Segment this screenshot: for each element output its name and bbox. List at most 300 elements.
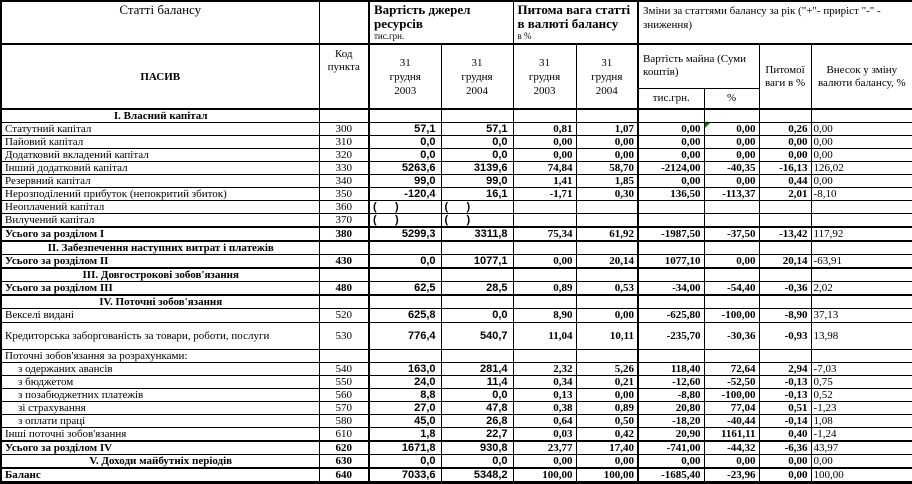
changes-group-header: Зміни за статтями балансу за рік ("+"- приріст "-" - зниження): [638, 1, 912, 44]
change-sum-cell: -1685,40: [638, 468, 704, 483]
change-contribution-cell: [811, 241, 912, 255]
change-weight-cell: -0,14: [759, 414, 811, 427]
value-2003-cell: 5263,6: [369, 162, 441, 175]
change-percent-cell: -52,50: [704, 375, 759, 388]
value-2003-cell: [369, 295, 441, 309]
article-cell: з бюджетом: [1, 375, 319, 388]
article-cell: Додатковий вкладений капітал: [1, 149, 319, 162]
article-cell: Вилучений капітал: [1, 214, 319, 228]
code-cell: 430: [319, 255, 369, 269]
weight-2003-cell: 11,04: [513, 322, 576, 349]
article-cell: III. Довгострокові зобов'язання: [1, 268, 319, 282]
change-percent-cell: 72,64: [704, 362, 759, 375]
code-cell: 530: [319, 322, 369, 349]
value-group-title: Вартість джерел ресурсів: [374, 2, 471, 31]
table-row: [1, 255, 912, 269]
change-contribution-cell: [811, 201, 912, 214]
value-2004-cell: [441, 295, 513, 309]
value-2003-cell: 0,0: [369, 454, 441, 468]
change-percent-cell: [704, 349, 759, 362]
date-month: грудня: [461, 70, 493, 83]
value-2003-cell: 1671,8: [369, 441, 441, 455]
value-2003-cell: 5299,3: [369, 227, 441, 241]
change-weight-cell: [759, 295, 811, 309]
weight-2003-cell: 23,77: [513, 441, 576, 455]
table-row: [1, 241, 912, 255]
weight-2003-cell: 0,00: [513, 149, 576, 162]
date-day: 31: [601, 56, 613, 69]
value-2003-cell: 45,0: [369, 414, 441, 427]
change-contribution-cell: 1,08: [811, 414, 912, 427]
date-column-header: [576, 44, 638, 109]
table-row: [1, 295, 912, 309]
change-weight-cell: 0,51: [759, 401, 811, 414]
table-row: [1, 349, 912, 362]
code-cell: 340: [319, 175, 369, 188]
weight-2003-cell: 0,81: [513, 123, 576, 136]
change-contribution-cell: 2,02: [811, 282, 912, 296]
change-weight-cell: [759, 349, 811, 362]
weight-2004-cell: 58,70: [576, 162, 638, 175]
change-weight-cell: 0,44: [759, 175, 811, 188]
article-cell: Усього за розділом II: [1, 255, 319, 269]
value-2003-cell: 0,0: [369, 255, 441, 269]
table-row: [1, 454, 912, 468]
change-weight-cell: [759, 268, 811, 282]
change-sum-cell: 1077,10: [638, 255, 704, 269]
weight-2003-cell: 0,00: [513, 255, 576, 269]
weight-2004-cell: [576, 214, 638, 228]
code-cell: 560: [319, 388, 369, 401]
change-weight-cell: 20,14: [759, 255, 811, 269]
value-2004-cell: 57,1: [441, 123, 513, 136]
unit-percent-header: %: [704, 88, 759, 109]
weight-change-header: Питомої ваги в %: [759, 44, 811, 109]
value-2003-cell: 7033,6: [369, 468, 441, 483]
weight-2003-cell: 0,03: [513, 427, 576, 441]
value-2004-cell: 47,8: [441, 401, 513, 414]
change-percent-cell: [704, 214, 759, 228]
value-2003-cell: 62,5: [369, 282, 441, 296]
value-2004-cell: 0,0: [441, 149, 513, 162]
change-sum-cell: [638, 268, 704, 282]
weight-2003-cell: -1,71: [513, 188, 576, 201]
weight-2003-cell: [513, 109, 576, 123]
change-percent-cell: 0,00: [704, 255, 759, 269]
value-2003-cell: -120,4: [369, 188, 441, 201]
change-sum-cell: [638, 295, 704, 309]
change-contribution-cell: 0,00: [811, 454, 912, 468]
change-contribution-cell: 0,75: [811, 375, 912, 388]
value-group-header: [369, 1, 513, 44]
change-percent-cell: -30,36: [704, 322, 759, 349]
value-2004-cell: 0,0: [441, 454, 513, 468]
change-weight-cell: [759, 201, 811, 214]
change-sum-cell: 20,90: [638, 427, 704, 441]
table-row: [1, 309, 912, 322]
weight-2004-cell: 0,89: [576, 401, 638, 414]
table-row: [1, 427, 912, 441]
value-2003-cell: ( ): [369, 201, 441, 214]
table-row: [1, 149, 912, 162]
change-percent-cell: -100,00: [704, 388, 759, 401]
change-sum-cell: [638, 241, 704, 255]
weight-group-title: Питома вага статті в валюті балансу: [517, 2, 631, 31]
weight-2004-cell: 20,14: [576, 255, 638, 269]
change-percent-cell: -40,35: [704, 162, 759, 175]
change-weight-cell: -0,13: [759, 388, 811, 401]
weight-2003-cell: 0,89: [513, 282, 576, 296]
code-cell: 330: [319, 162, 369, 175]
change-sum-cell: [638, 201, 704, 214]
weight-2003-cell: 0,00: [513, 136, 576, 149]
date-month: грудня: [528, 70, 561, 83]
article-cell: Баланс: [1, 468, 319, 483]
table-header: [1, 1, 912, 109]
change-percent-cell: -37,50: [704, 227, 759, 241]
value-2004-cell: 930,8: [441, 441, 513, 455]
change-weight-cell: 0,00: [759, 149, 811, 162]
date-month: грудня: [591, 70, 623, 83]
article-cell: Усього за розділом I: [1, 227, 319, 241]
date-column-header: [369, 44, 441, 109]
change-sum-cell: 118,40: [638, 362, 704, 375]
change-percent-cell: 0,00: [704, 175, 759, 188]
value-2003-cell: 0,0: [369, 149, 441, 162]
weight-2004-cell: 5,26: [576, 362, 638, 375]
weight-2004-cell: 1,85: [576, 175, 638, 188]
change-contribution-cell: 100,00: [811, 468, 912, 483]
date-day: 31: [399, 56, 411, 69]
change-percent-cell: [704, 109, 759, 123]
weight-2004-cell: 0,00: [576, 309, 638, 322]
change-weight-cell: -8,90: [759, 309, 811, 322]
article-cell: зі страхування: [1, 401, 319, 414]
table-row: [1, 188, 912, 201]
weight-2004-cell: 0,00: [576, 454, 638, 468]
code-cell: 370: [319, 214, 369, 228]
value-2004-cell: 3311,8: [441, 227, 513, 241]
code-cell: 610: [319, 427, 369, 441]
value-2004-cell: [441, 268, 513, 282]
article-cell: Векселі видані: [1, 309, 319, 322]
change-sum-cell: 0,00: [638, 454, 704, 468]
value-2003-cell: 1,8: [369, 427, 441, 441]
code-cell: [319, 268, 369, 282]
contribution-header: Внесок у зміну валюти балансу, %: [811, 44, 912, 109]
weight-2004-cell: 17,40: [576, 441, 638, 455]
change-sum-cell: [638, 349, 704, 362]
value-2004-cell: 11,4: [441, 375, 513, 388]
change-weight-cell: 2,94: [759, 362, 811, 375]
weight-2003-cell: 2,32: [513, 362, 576, 375]
code-column-header: Код пункта: [319, 44, 369, 109]
change-sum-cell: -625,80: [638, 309, 704, 322]
change-contribution-cell: [811, 349, 912, 362]
value-2003-cell: 27,0: [369, 401, 441, 414]
weight-2004-cell: [576, 109, 638, 123]
weight-2004-cell: 0,00: [576, 149, 638, 162]
value-2003-cell: [369, 349, 441, 362]
value-2003-cell: [369, 268, 441, 282]
article-cell: з одержаних авансів: [1, 362, 319, 375]
change-sum-cell: [638, 109, 704, 123]
code-cell: 550: [319, 375, 369, 388]
table-row: [1, 109, 912, 123]
weight-2004-cell: 0,00: [576, 136, 638, 149]
weight-2004-cell: 10,11: [576, 322, 638, 349]
header-row-columns: [1, 44, 912, 88]
change-weight-cell: -0,36: [759, 282, 811, 296]
change-contribution-cell: 0,00: [811, 175, 912, 188]
value-group-unit: тис.грн.: [374, 31, 405, 41]
table-row: [1, 123, 912, 136]
change-contribution-cell: 126,02: [811, 162, 912, 175]
weight-2004-cell: 0,53: [576, 282, 638, 296]
code-cell: 350: [319, 188, 369, 201]
code-cell: 580: [319, 414, 369, 427]
article-cell: V. Доходи майбутніх періодів: [1, 454, 319, 468]
weight-2004-cell: 0,50: [576, 414, 638, 427]
value-2003-cell: 0,0: [369, 136, 441, 149]
weight-2003-cell: [513, 214, 576, 228]
value-2004-cell: 3139,6: [441, 162, 513, 175]
change-contribution-cell: [811, 214, 912, 228]
change-weight-cell: 0,26: [759, 123, 811, 136]
value-2004-cell: 22,7: [441, 427, 513, 441]
code-cell: 620: [319, 441, 369, 455]
change-contribution-cell: -63,91: [811, 255, 912, 269]
article-cell: Поточні зобов'язання за розрахунками:: [1, 349, 319, 362]
weight-2004-cell: 61,92: [576, 227, 638, 241]
weight-2003-cell: [513, 241, 576, 255]
weight-2003-cell: 0,64: [513, 414, 576, 427]
value-2003-cell: 163,0: [369, 362, 441, 375]
weight-2003-cell: 8,90: [513, 309, 576, 322]
value-2003-cell: 8,8: [369, 388, 441, 401]
table-row: [1, 201, 912, 214]
value-2004-cell: 0,0: [441, 136, 513, 149]
weight-2003-cell: [513, 349, 576, 362]
weight-group-unit: в %: [517, 31, 532, 41]
code-cell: 640: [319, 468, 369, 483]
change-percent-cell: 0,00: [704, 149, 759, 162]
code-header-spacer: [319, 1, 369, 44]
weight-2004-cell: 0,21: [576, 375, 638, 388]
value-2003-cell: 57,1: [369, 123, 441, 136]
change-contribution-cell: 0,52: [811, 388, 912, 401]
table-row: [1, 282, 912, 296]
change-percent-cell: [704, 268, 759, 282]
change-sum-cell: -741,00: [638, 441, 704, 455]
weight-2003-cell: 0,00: [513, 454, 576, 468]
date-column-header: [513, 44, 576, 109]
change-contribution-cell: 0,00: [811, 123, 912, 136]
change-contribution-cell: -1,23: [811, 401, 912, 414]
change-contribution-cell: -7,03: [811, 362, 912, 375]
change-percent-cell: [704, 241, 759, 255]
change-sum-cell: 0,00: [638, 175, 704, 188]
date-month: грудня: [389, 70, 421, 83]
change-contribution-cell: 0,00: [811, 136, 912, 149]
change-contribution-cell: [811, 109, 912, 123]
change-weight-cell: 2,01: [759, 188, 811, 201]
change-contribution-cell: 43,97: [811, 441, 912, 455]
code-cell: [319, 349, 369, 362]
article-cell: Неоплачений капітал: [1, 201, 319, 214]
weight-2004-cell: 100,00: [576, 468, 638, 483]
change-sum-cell: -235,70: [638, 322, 704, 349]
date-column-header: [441, 44, 513, 109]
unit-thousand-header: тис.грн.: [638, 88, 704, 109]
weight-2003-cell: 0,13: [513, 388, 576, 401]
table-row: [1, 322, 912, 349]
change-weight-cell: -0,13: [759, 375, 811, 388]
change-percent-cell: [704, 295, 759, 309]
change-sum-cell: 0,00: [638, 149, 704, 162]
weight-2004-cell: 0,00: [576, 388, 638, 401]
table-row: [1, 468, 912, 483]
table-row: [1, 162, 912, 175]
change-weight-cell: -16,13: [759, 162, 811, 175]
change-sum-cell: -1987,50: [638, 227, 704, 241]
date-year: 2003: [394, 84, 417, 97]
change-percent-cell: -44,32: [704, 441, 759, 455]
change-weight-cell: [759, 214, 811, 228]
value-2004-cell: 99,0: [441, 175, 513, 188]
change-sum-cell: -18,20: [638, 414, 704, 427]
article-cell: Усього за розділом IV: [1, 441, 319, 455]
code-cell: 540: [319, 362, 369, 375]
cell-comment-marker-icon: [705, 123, 710, 128]
article-cell: Пайовий капітал: [1, 136, 319, 149]
code-cell: 310: [319, 136, 369, 149]
value-2004-cell: [441, 349, 513, 362]
value-2004-cell: 5348,2: [441, 468, 513, 483]
weight-2004-cell: [576, 349, 638, 362]
change-percent-cell: [704, 201, 759, 214]
weight-2004-cell: [576, 268, 638, 282]
change-weight-cell: -6,36: [759, 441, 811, 455]
change-percent-cell: -100,00: [704, 309, 759, 322]
change-sum-cell: -2124,00: [638, 162, 704, 175]
article-cell: IV. Поточні зобов'язання: [1, 295, 319, 309]
date-year: 2004: [595, 84, 618, 97]
date-year: 2004: [466, 84, 488, 97]
header-row-groups: [1, 1, 912, 44]
change-weight-cell: 0,00: [759, 454, 811, 468]
change-weight-cell: -13,42: [759, 227, 811, 241]
weight-2003-cell: [513, 201, 576, 214]
weight-2004-cell: 0,30: [576, 188, 638, 201]
code-cell: 630: [319, 454, 369, 468]
value-2003-cell: 776,4: [369, 322, 441, 349]
property-value-header: Вартість майна (Суми коштів): [638, 44, 759, 88]
change-weight-cell: 0,00: [759, 136, 811, 149]
change-contribution-cell: -1,24: [811, 427, 912, 441]
weight-2003-cell: 100,00: [513, 468, 576, 483]
weight-2003-cell: 0,38: [513, 401, 576, 414]
weight-2004-cell: [576, 201, 638, 214]
value-2004-cell: 28,5: [441, 282, 513, 296]
value-2004-cell: [441, 109, 513, 123]
table-body: [1, 109, 912, 483]
value-2003-cell: [369, 109, 441, 123]
change-percent-cell: 0,00: [704, 136, 759, 149]
change-percent-cell: 0,00: [704, 454, 759, 468]
weight-2004-cell: [576, 241, 638, 255]
weight-2003-cell: [513, 268, 576, 282]
date-day: 31: [471, 56, 483, 69]
change-contribution-cell: 37,13: [811, 309, 912, 322]
table-row: [1, 375, 912, 388]
code-cell: 360: [319, 201, 369, 214]
value-2003-cell: [369, 241, 441, 255]
article-cell: Статутний капітал: [1, 123, 319, 136]
article-cell: Резервний капітал: [1, 175, 319, 188]
change-percent-cell: -40,44: [704, 414, 759, 427]
change-sum-cell: 20,80: [638, 401, 704, 414]
change-contribution-cell: 117,92: [811, 227, 912, 241]
table-row: [1, 414, 912, 427]
code-cell: 570: [319, 401, 369, 414]
weight-2004-cell: 0,42: [576, 427, 638, 441]
value-2004-cell: 281,4: [441, 362, 513, 375]
code-cell: 380: [319, 227, 369, 241]
weight-2003-cell: 0,34: [513, 375, 576, 388]
change-sum-cell: 0,00: [638, 123, 704, 136]
change-sum-cell: -8,80: [638, 388, 704, 401]
value-2004-cell: [441, 241, 513, 255]
table-row: [1, 214, 912, 228]
table-row: [1, 227, 912, 241]
code-cell: [319, 295, 369, 309]
passive-header: ПАСИВ: [1, 44, 319, 109]
change-contribution-cell: -8,10: [811, 188, 912, 201]
weight-2003-cell: 1,41: [513, 175, 576, 188]
table-row: [1, 175, 912, 188]
article-cell: Кредиторська заборгованість за товари, роботи, послуги: [1, 322, 319, 349]
code-cell: [319, 109, 369, 123]
value-2004-cell: 1077,1: [441, 255, 513, 269]
value-2004-cell: ( ): [441, 201, 513, 214]
weight-2003-cell: 74,84: [513, 162, 576, 175]
date-year: 2003: [533, 84, 556, 97]
change-percent-cell: -23,96: [704, 468, 759, 483]
value-2004-cell: 0,0: [441, 309, 513, 322]
change-percent-cell: -54,40: [704, 282, 759, 296]
weight-group-header: [513, 1, 638, 44]
article-cell: II. Забезпечення наступних витрат і платежів: [1, 241, 319, 255]
table-row: [1, 268, 912, 282]
article-cell: I. Власний капітал: [1, 109, 319, 123]
code-cell: [319, 241, 369, 255]
value-2004-cell: 26,8: [441, 414, 513, 427]
value-2003-cell: 625,8: [369, 309, 441, 322]
change-weight-cell: [759, 109, 811, 123]
article-cell: Інший додатковий капітал: [1, 162, 319, 175]
code-cell: 480: [319, 282, 369, 296]
article-cell: з позабюджетних платежів: [1, 388, 319, 401]
change-sum-cell: -12,60: [638, 375, 704, 388]
change-weight-cell: [759, 241, 811, 255]
code-cell: 520: [319, 309, 369, 322]
change-contribution-cell: [811, 295, 912, 309]
value-2004-cell: ( ): [441, 214, 513, 228]
change-contribution-cell: 0,00: [811, 149, 912, 162]
weight-2003-cell: [513, 295, 576, 309]
change-sum-cell: 136,50: [638, 188, 704, 201]
